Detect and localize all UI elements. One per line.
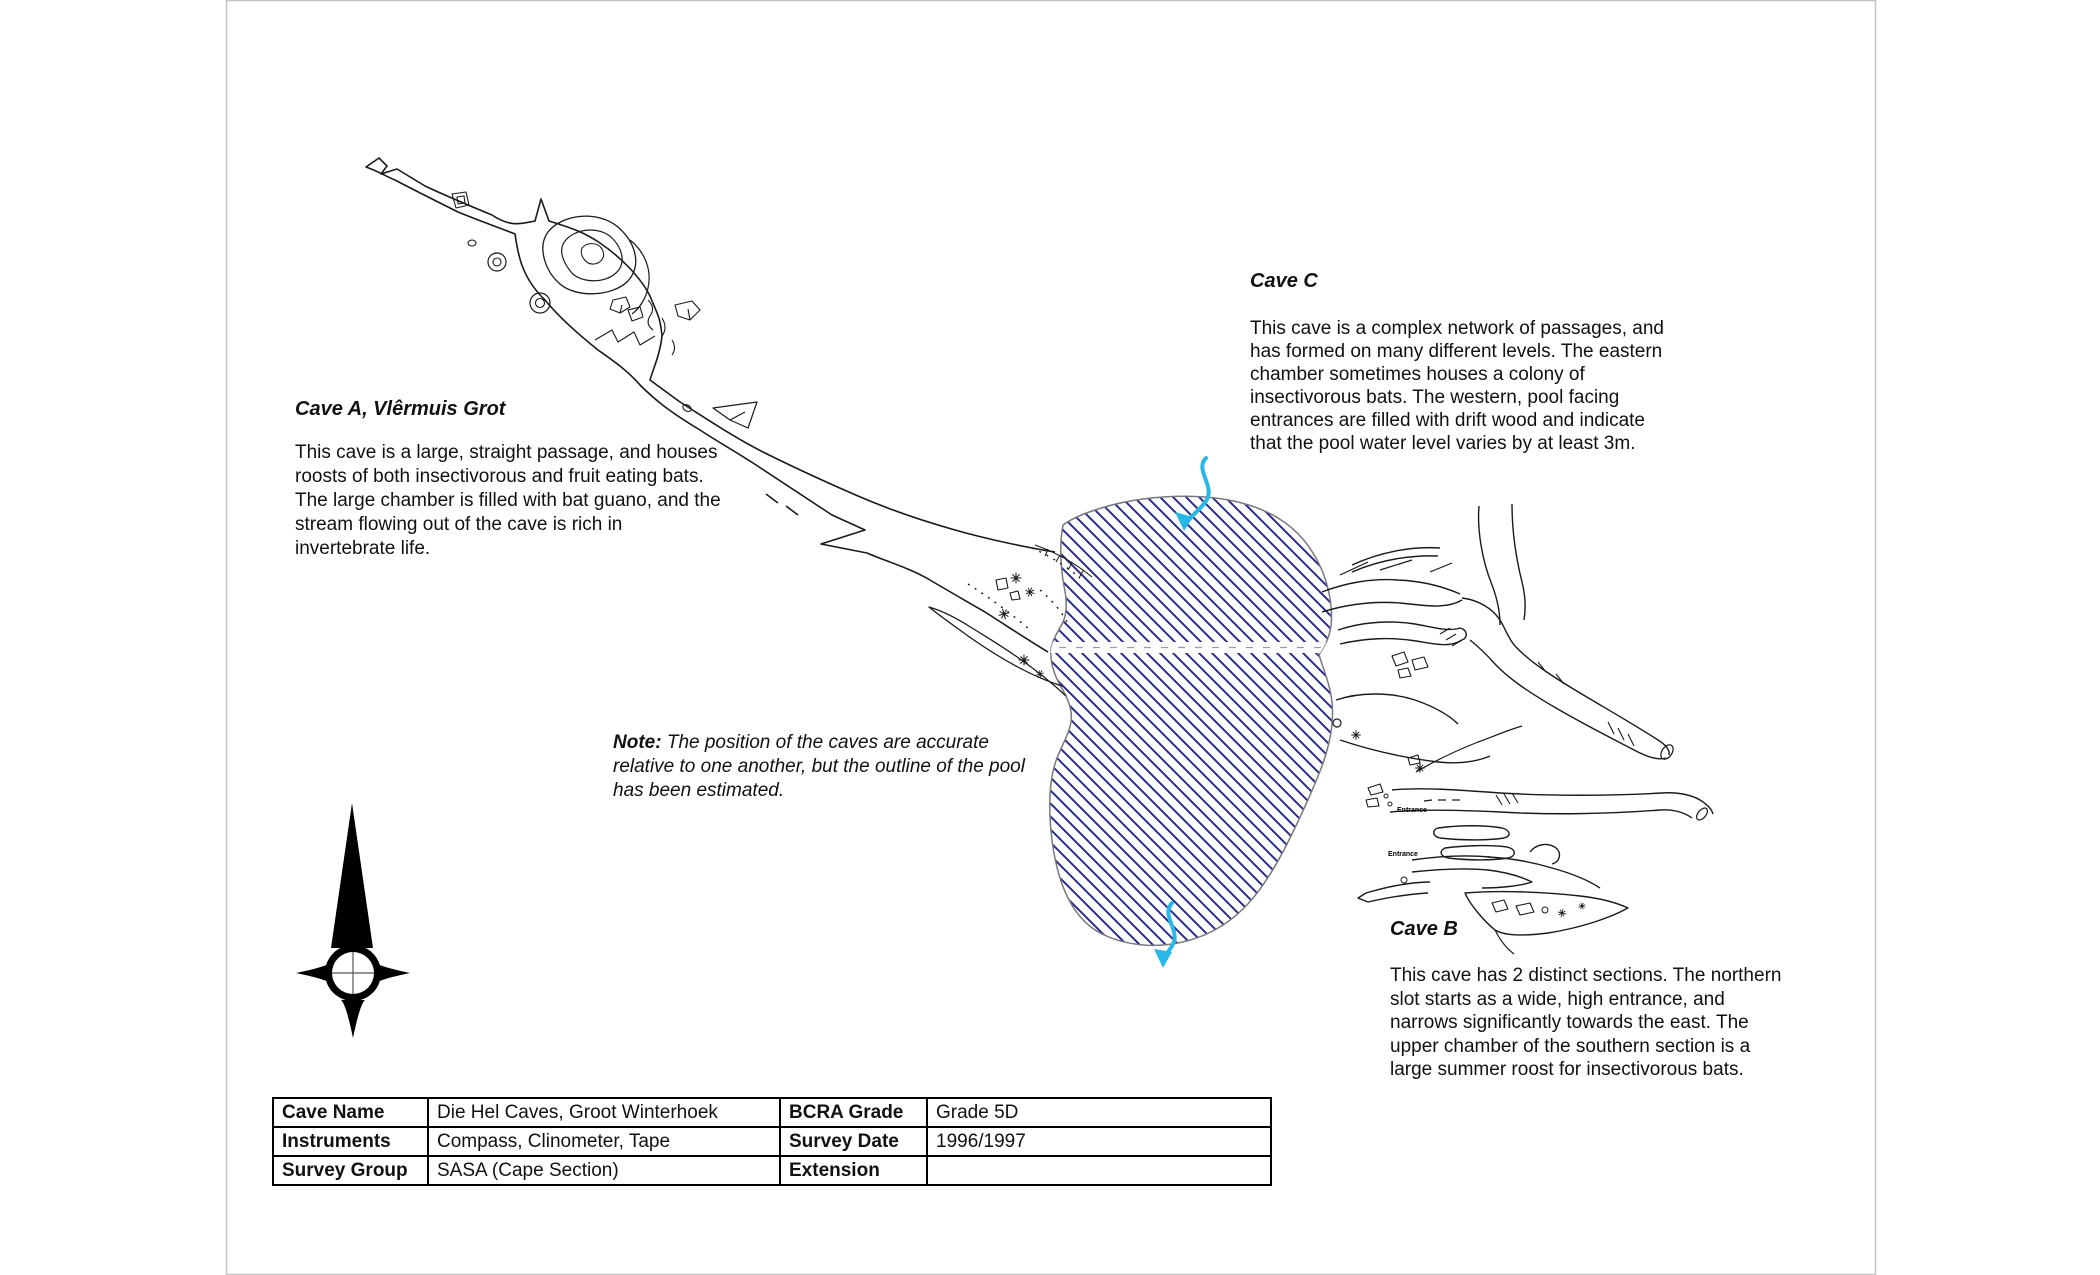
pool-water-level-divider: [1040, 642, 1340, 653]
table-row: [273, 1098, 1271, 1127]
cave-a-description: This cave is a large, straight passage, and houses roosts of both insectivorous and fruit eating bats. The large chamber is filled with bat guano, and the stream flowing out of the cave is rich in invertebrate life.: [295, 442, 721, 559]
cave-b-entrance-label-north: Entrance: [1397, 807, 1427, 814]
cave-c-passages-drawing: [1322, 504, 1676, 763]
cave-b-entrance-label-south: Entrance: [1388, 851, 1418, 858]
table-row: [273, 1127, 1271, 1156]
cave-b-title: Cave B: [1390, 918, 1458, 940]
extension-value: [927, 1156, 1271, 1185]
north-arrow-icon: [296, 803, 410, 1038]
cave-b-description: This cave has 2 distinct sections. The northern slot starts as a wide, high entrance, and narrows significantly towards the east. The upper chamber of the southern section is a large summer roost for insectivorous bats.: [1390, 965, 1782, 1080]
instruments-label: Instruments: [273, 1127, 428, 1156]
cave-name-label: Cave Name: [273, 1098, 428, 1127]
bcra-grade-value: Grade 5D: [927, 1098, 1271, 1127]
cave-a-title: Cave A, Vlêrmuis Grot: [295, 398, 506, 420]
table-row: [273, 1156, 1271, 1185]
cave-name-value: Die Hel Caves, Groot Winterhoek: [428, 1098, 780, 1127]
page-border: [227, 1, 1876, 1275]
extension-label: Extension: [780, 1156, 927, 1185]
instruments-value: Compass, Clinometer, Tape: [428, 1127, 780, 1156]
survey-group-label: Survey Group: [273, 1156, 428, 1185]
note-label: Note:: [613, 732, 662, 753]
pool-hatched-area: [1040, 496, 1340, 945]
note-text: The position of the caves are accurate relative to one another, but the outline of the pool has been estimated.: [613, 732, 1025, 801]
survey-info-table: [272, 1097, 1272, 1186]
bcra-grade-label: BCRA Grade: [780, 1098, 927, 1127]
cave-a-passage-drawing: [366, 158, 1092, 696]
map-note: [613, 731, 1045, 803]
survey-date-label: Survey Date: [780, 1127, 927, 1156]
cave-c-description: This cave is a complex network of passages, and has formed on many different levels. The eastern chamber sometimes houses a colony of insectivorous bats. The western, pool facing entrances are filled with drift wood and indicate that the pool water level varies by at least 3m.: [1250, 318, 1664, 454]
survey-date-value: 1996/1997: [927, 1127, 1271, 1156]
cave-c-title: Cave C: [1250, 270, 1318, 292]
survey-group-value: SASA (Cape Section): [428, 1156, 780, 1185]
